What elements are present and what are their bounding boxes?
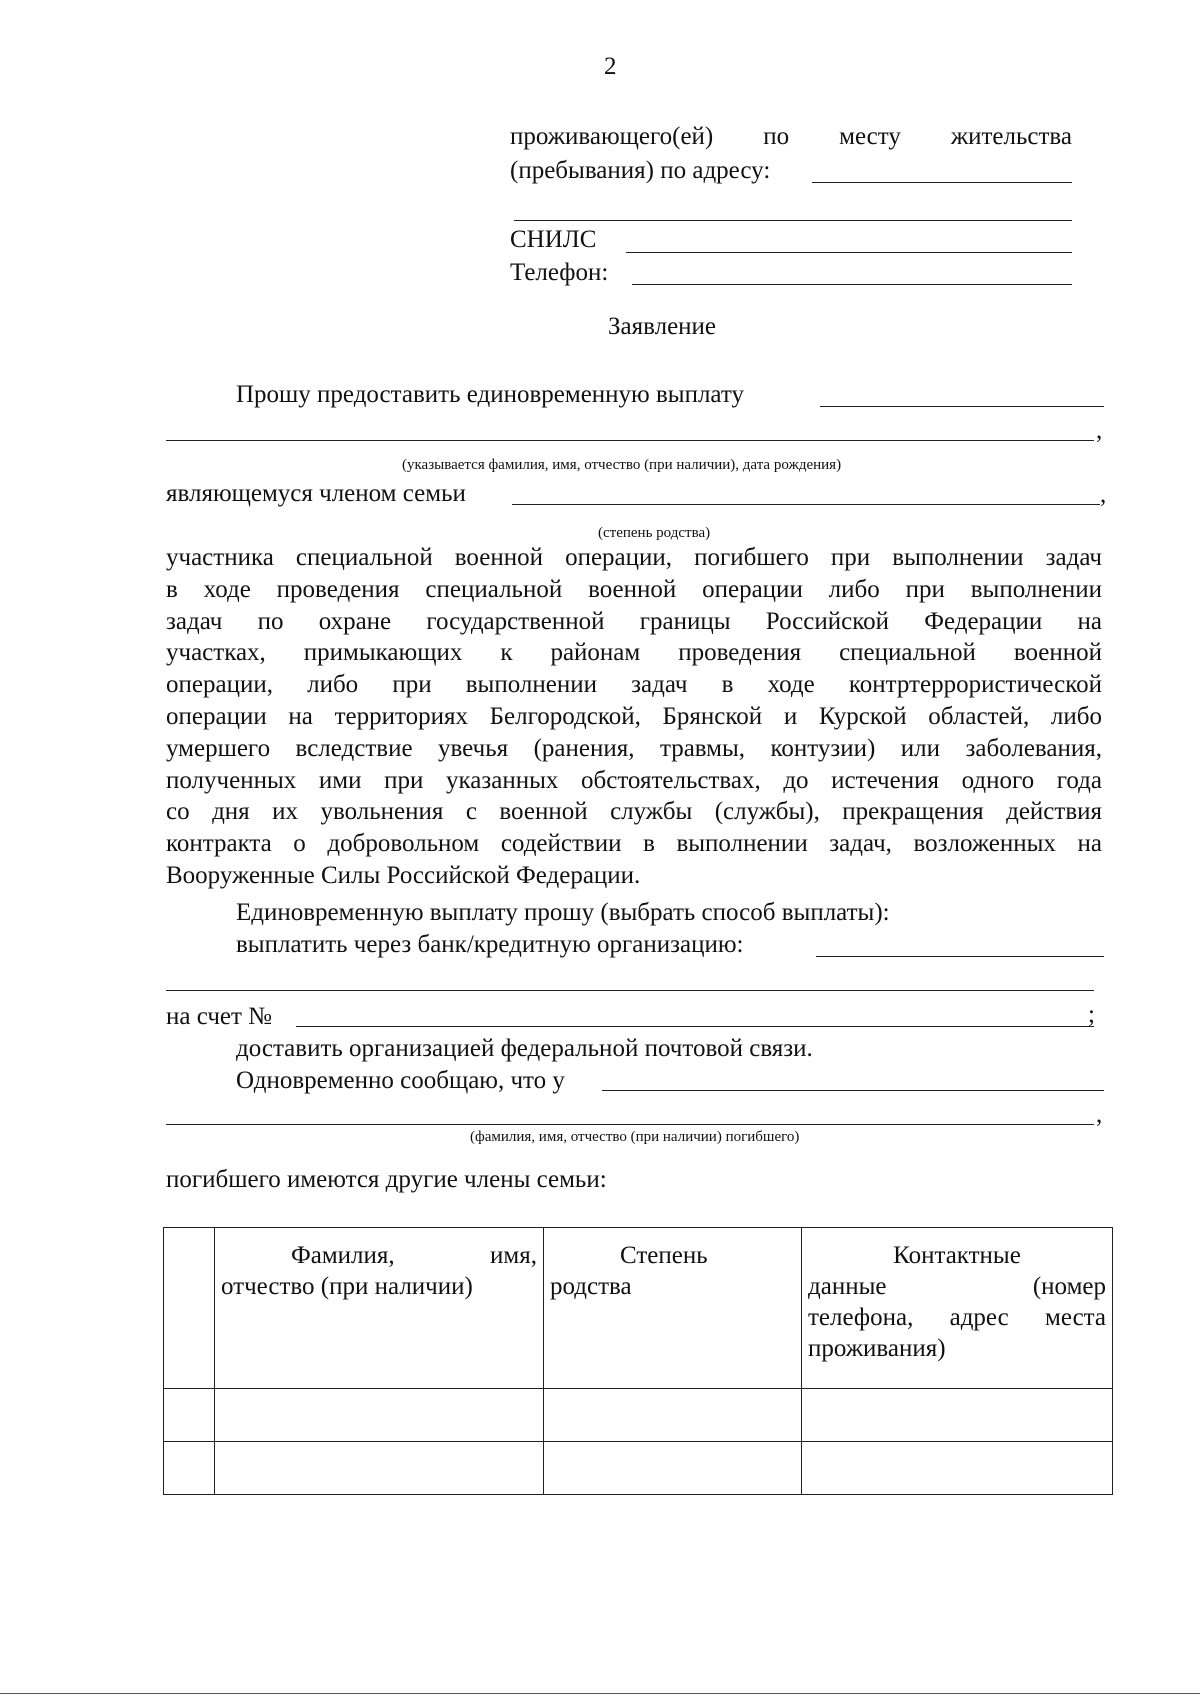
table-cell-number[interactable]	[164, 1442, 215, 1495]
body-paragraph	[166, 542, 1102, 892]
body-line: Вооруженные Силы Российской Федерации.	[166, 861, 641, 889]
comma: ,	[1096, 417, 1103, 444]
header-contacts-line-3: телефона, адрес места	[808, 1304, 1106, 1331]
residence-line	[510, 122, 1072, 152]
body-line: операции на территориях Белгородской, Брянской и Курской областей, либо	[166, 702, 1102, 730]
header-fio-word: имя,	[490, 1242, 537, 1269]
comma: ,	[1100, 481, 1107, 508]
table-cell-number[interactable]	[164, 1389, 215, 1442]
residence-word: проживающего(ей)	[510, 123, 714, 150]
deceased-field-line-2[interactable]	[166, 1124, 1094, 1125]
address-field-line-1[interactable]	[812, 182, 1072, 183]
caption-deceased: (фамилия, имя, отчество (при наличии) погибшего)	[470, 1129, 800, 1145]
caption-fio: (указывается фамилия, имя, отчество (при наличии), дата рождения)	[402, 457, 842, 473]
header-relation-line-2: родства	[550, 1273, 632, 1300]
notice-intro: Одновременно сообщаю, что у	[236, 1067, 565, 1094]
family-member-label: являющемуся членом семьи	[166, 480, 466, 507]
header-contacts-line-2	[808, 1271, 1106, 1302]
post-option: доставить организацией федеральной почтовой связи.	[236, 1035, 813, 1062]
page-bottom-rule	[0, 1693, 1200, 1694]
header-fio-line-2: отчество (при наличии)	[221, 1273, 473, 1300]
table-row	[164, 1442, 1113, 1495]
recipient-field-line-2[interactable]	[166, 440, 1094, 441]
deceased-field-line-1[interactable]	[602, 1090, 1104, 1091]
phone-label: Телефон:	[510, 259, 609, 286]
table-header-cell-number	[164, 1228, 215, 1389]
relation-field[interactable]	[512, 504, 1100, 505]
address-field-line-2[interactable]	[514, 220, 1072, 221]
residence-word: по	[763, 123, 790, 150]
body-line: в ходе проведения специальной военной операции либо при выполнении	[166, 575, 1102, 603]
document-title: Заявление	[608, 313, 717, 340]
body-line: участника специальной военной операции, погибшего при выполнении задач	[166, 544, 1102, 571]
header-fio-word: Фамилия,	[291, 1242, 395, 1269]
header-contacts-line-4: проживания)	[808, 1335, 946, 1362]
residence-word: жительства	[950, 123, 1072, 150]
family-members-table	[163, 1227, 1113, 1495]
table-cell-contacts[interactable]	[802, 1442, 1113, 1495]
caption-relation: (степень родства)	[598, 525, 711, 541]
table-header-row	[164, 1228, 1113, 1389]
body-line: операции, либо при выполнении задач в ходе контртеррористической	[166, 671, 1102, 699]
table-cell-fio[interactable]	[215, 1442, 544, 1495]
request-intro: Прошу предоставить единовременную выплату	[236, 381, 744, 408]
header-contacts-word: данные	[808, 1273, 887, 1300]
snils-field[interactable]	[626, 252, 1072, 253]
payment-method-prompt: Единовременную выплату прошу (выбрать способ выплаты):	[236, 899, 890, 926]
body-line: участках, примыкающих к районам проведения специальной военной	[166, 639, 1102, 667]
table-header-cell-fio	[215, 1228, 544, 1389]
recipient-field-line-1[interactable]	[820, 406, 1104, 407]
body-line: умершего вследствие увечья (ранения, травмы, контузии) или заболевания,	[166, 734, 1102, 762]
comma: ,	[1096, 1101, 1103, 1128]
bank-field-line-1[interactable]	[816, 956, 1104, 957]
table-cell-contacts[interactable]	[802, 1389, 1113, 1442]
body-line: контракта о добровольном содействии в выполнении задач, возложенных на	[166, 830, 1102, 858]
phone-field[interactable]	[632, 284, 1072, 285]
account-field[interactable]	[296, 1026, 1094, 1027]
header-relation-line-1: Степень	[620, 1242, 708, 1269]
table-row	[164, 1389, 1113, 1442]
semicolon: ;	[1088, 1001, 1095, 1028]
header-contacts-word: (номер	[1032, 1273, 1106, 1300]
table-cell-relation[interactable]	[544, 1389, 802, 1442]
table-header-cell-relation	[544, 1228, 802, 1389]
residence-word: месту	[839, 123, 901, 150]
page-number: 2	[604, 53, 617, 80]
table-header-cell-contacts	[802, 1228, 1113, 1389]
table-cell-fio[interactable]	[215, 1389, 544, 1442]
account-label: на счет №	[166, 1003, 273, 1030]
header-fio-line-1	[221, 1240, 537, 1271]
other-members-label: погибшего имеются другие члены семьи:	[166, 1166, 607, 1193]
address-label: (пребывания) по адресу:	[510, 157, 771, 184]
body-line: полученных ими при указанных обстоятельствах, до истечения одного года	[166, 766, 1102, 794]
header-contacts-line-1: Контактные	[893, 1242, 1021, 1269]
snils-label: СНИЛС	[510, 226, 597, 253]
table-cell-relation[interactable]	[544, 1442, 802, 1495]
bank-field-line-2[interactable]	[166, 990, 1094, 991]
body-line: со дня их увольнения с военной службы (службы), прекращения действия	[166, 798, 1102, 826]
bank-option: выплатить через банк/кредитную организацию:	[236, 931, 744, 958]
body-line: задач по охране государственной границы Российской Федерации на	[166, 607, 1102, 635]
